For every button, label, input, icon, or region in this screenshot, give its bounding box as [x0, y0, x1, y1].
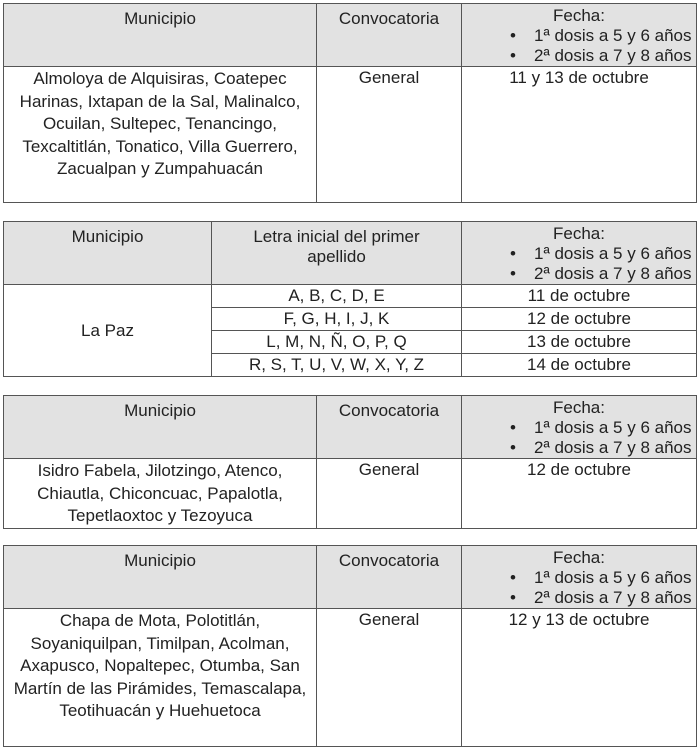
table-row	[4, 67, 697, 203]
fecha-title: Fecha:	[553, 224, 605, 243]
dose-2-item: • 2ª dosis a 7 y 8 años	[462, 438, 696, 458]
convocatoria-cell: General	[317, 67, 462, 203]
convocatoria-cell: General	[317, 459, 462, 529]
dose-list	[462, 568, 696, 608]
schedule-table-2	[3, 221, 697, 377]
dose-1-item: • 1ª dosis a 5 y 6 años	[462, 26, 696, 46]
fecha-cell: 13 de octubre	[462, 331, 697, 354]
header-fecha	[462, 4, 697, 67]
table-row	[4, 285, 697, 308]
letras-cell: A, B, C, D, E	[212, 285, 462, 308]
municipios-cell: Isidro Fabela, Jilotzingo, Atenco, Chiautla, Chiconcuac, Papalotla, Tepetlaoxtoc y Tezoyuca	[4, 459, 317, 529]
table-row	[4, 459, 697, 529]
fecha-cell: 12 y 13 de octubre	[462, 609, 697, 747]
header-fecha	[462, 546, 697, 609]
header-fecha	[462, 396, 697, 459]
municipios-cell: Chapa de Mota, Polotitlán, Soyaniquilpan, Timilpan, Acolman, Axapusco, Nopaltepec, Otumba, San Martín de las Pirámides, Temascalapa, Teotihuacán y Huehuetoca	[4, 609, 317, 747]
municipios-cell: Almoloya de Alquisiras, Coatepec Harinas, Ixtapan de la Sal, Malinalco, Ocuilan, Sultepec, Tenancingo, Texcaltitlán, Tonatico, Villa Guerrero, Zacualpan y Zumpahuacán	[4, 67, 317, 203]
convocatoria-cell: General	[317, 609, 462, 747]
dose-2-item: • 2ª dosis a 7 y 8 años	[462, 46, 696, 66]
fecha-cell: 12 de octubre	[462, 459, 697, 529]
dose-1-item: • 1ª dosis a 5 y 6 años	[462, 418, 696, 438]
dose-2-item: • 2ª dosis a 7 y 8 años	[462, 588, 696, 608]
schedule-table-1	[3, 3, 697, 203]
table-header-row	[4, 396, 697, 459]
table-header-row	[4, 546, 697, 609]
fecha-title: Fecha:	[553, 548, 605, 567]
table-header-row	[4, 222, 697, 285]
table-header-row	[4, 4, 697, 67]
dose-2-item: • 2ª dosis a 7 y 8 años	[462, 264, 696, 284]
header-convocatoria: Convocatoria	[317, 396, 462, 459]
header-municipio: Municipio	[4, 396, 317, 459]
dose-list	[462, 418, 696, 458]
header-convocatoria: Convocatoria	[317, 546, 462, 609]
dose-1-item: • 1ª dosis a 5 y 6 años	[462, 568, 696, 588]
schedule-table-3	[3, 395, 697, 529]
fecha-cell: 14 de octubre	[462, 354, 697, 377]
municipio-cell: La Paz	[4, 285, 212, 377]
schedule-table-4	[3, 545, 697, 747]
fecha-cell: 11 de octubre	[462, 285, 697, 308]
header-municipio: Municipio	[4, 222, 212, 285]
dose-list	[462, 26, 696, 66]
header-convocatoria: Convocatoria	[317, 4, 462, 67]
fecha-cell: 11 y 13 de octubre	[462, 67, 697, 203]
dose-list	[462, 244, 696, 284]
letras-cell: F, G, H, I, J, K	[212, 308, 462, 331]
header-municipio: Municipio	[4, 546, 317, 609]
fecha-cell: 12 de octubre	[462, 308, 697, 331]
letras-cell: R, S, T, U, V, W, X, Y, Z	[212, 354, 462, 377]
fecha-title: Fecha:	[553, 398, 605, 417]
header-fecha	[462, 222, 697, 285]
header-municipio: Municipio	[4, 4, 317, 67]
letras-cell: L, M, N, Ñ, O, P, Q	[212, 331, 462, 354]
dose-1-item: • 1ª dosis a 5 y 6 años	[462, 244, 696, 264]
table-row	[4, 609, 697, 747]
header-letra: Letra inicial del primer apellido	[212, 222, 462, 285]
fecha-title: Fecha:	[553, 6, 605, 25]
